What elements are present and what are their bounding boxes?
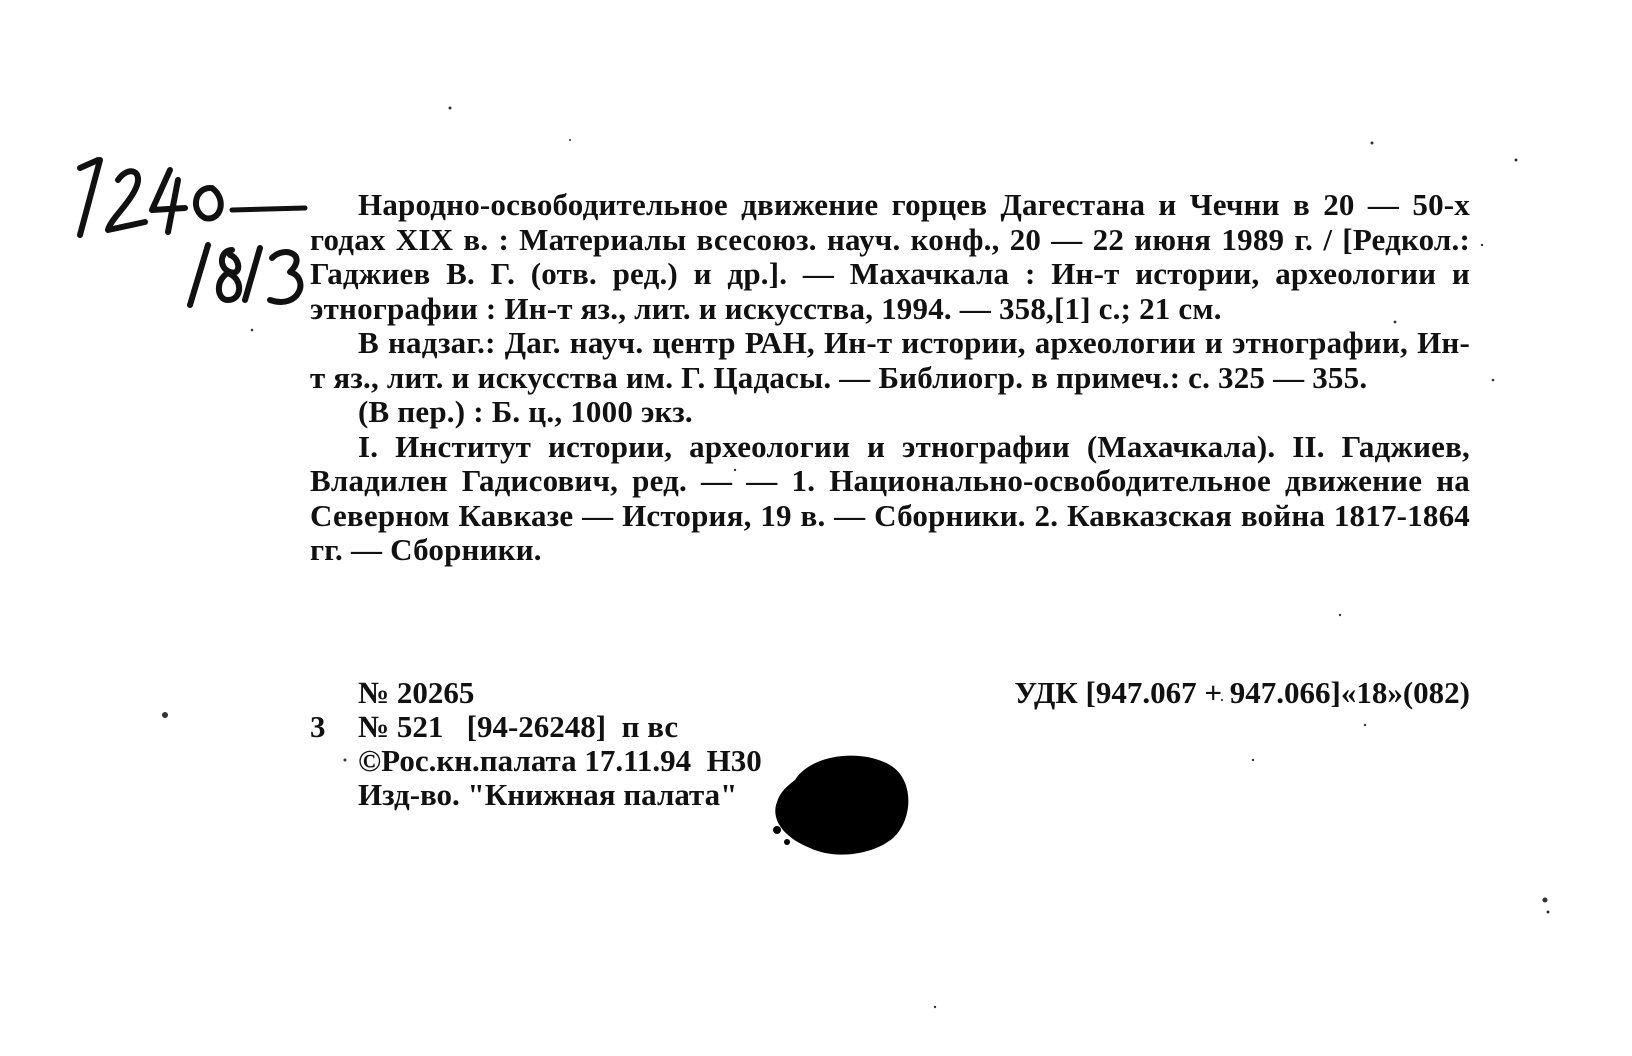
tracings-paragraph: I. Институт истории, археологии и этнографии (Махачкала). II. Гаджиев, Владилен Гадисович, ред. — — 1. Национально-освободительное движение на Северном Кавказе — История, 19 в. — Сборники. 2. Кавказская война 1817-1864 гг. — Сборники. [310, 428, 1470, 567]
order-number: № 521 [94-26248] п вс [358, 709, 679, 744]
udc-code: УДК [947.067 + 947.066]«18»(082) [1014, 675, 1470, 710]
notes-paragraph: В надзаг.: Даг. науч. центр РАН, Ин-т истории, археологии и этнографии, Ин-т яз., лит. и искусства им. Г. Цадасы. — Библиогр. в примеч.: с. 325 — 355. [310, 325, 1470, 395]
series-mark: 3 [310, 709, 326, 744]
binding-paragraph: (В пер.) : Б. ц., 1000 экз. [358, 394, 693, 429]
handwritten-shelf-mark [60, 150, 320, 320]
publisher-line: Изд-во. "Книжная палата" [358, 777, 738, 812]
bibliographic-entry [310, 188, 1470, 568]
ink-blot [765, 750, 915, 860]
record-number: № 20265 [358, 675, 475, 710]
copyright-line: ©Рос.кн.палата 17.11.94 Н30 [358, 743, 762, 778]
title-paragraph: Народно-освободительное движение горцев Дагестана и Чечни в 20 — 50-х годах XIX в. : Материалы всесоюз. науч. конф., 20 — 22 июня 1989 г. / [Редкол.: Гаджиев В. Г. (отв. ред.) и др.]. — Махачкала : Ин-т истории, археологии и этнографии : Ин-т яз., лит. и искусства, 1994. — 358,[1] с.; 21 см. [310, 187, 1470, 326]
